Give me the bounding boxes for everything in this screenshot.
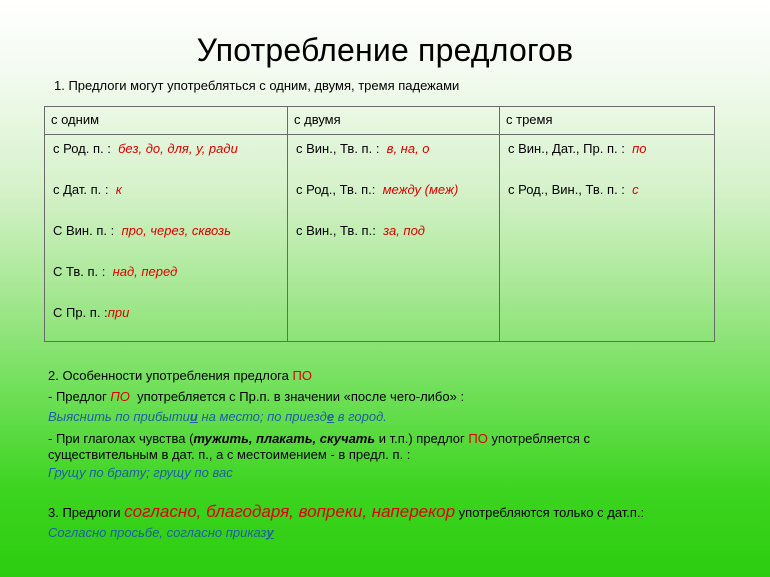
column-three-cases [500,135,715,342]
table-body-row [45,135,715,342]
page-title: Употребление предлогов [196,32,574,68]
section2-rule2-cont: существительным в дат. п., а с местоимением - в предл. п. : [48,447,411,462]
list-item: с Род., Тв. п.: между (меж) [296,182,459,197]
list-item: с Вин., Тв. п.: за, под [296,223,425,238]
list-item: С Вин. п. : про, через, сквозь [53,223,231,238]
section2-example1: Выяснить по прибытии на место; по приезде в город. [48,409,387,424]
section3-example: Согласно просьбе, согласно приказу [48,525,274,540]
list-item: с Род. п. : без, до, для, у, ради [53,141,238,156]
list-item: с Вин., Тв. п. : в, на, о [296,141,430,156]
column-two-cases [288,135,500,342]
header-one-case: с одним [45,107,288,135]
section3-rule: 3. Предлоги согласно, благодаря, вопреки, наперекор употребляются только с дат.п.: [48,502,645,521]
section2-example2: Грущу по брату; грущу по вас [48,465,233,480]
table-header-row [45,107,715,135]
subtitle: 1. Предлоги могут употребляться с одним, двумя, тремя падежами [54,78,460,93]
list-item: с Вин., Дат., Пр. п. : по [508,141,647,156]
list-item: С Тв. п. : над, перед [53,264,178,279]
list-item: С Пр. п. :при [53,305,130,320]
list-item: с Дат. п. : к [53,182,122,197]
header-two-cases: с двумя [288,107,500,135]
header-three-cases: с тремя [500,107,715,135]
section2-rule2: - При глаголах чувства (тужить, плакать, скучать и т.п.) предлог ПО употребляется с [48,431,591,446]
section2-heading: 2. Особенности употребления предлога ПО [48,368,312,383]
section2-rule1: - Предлог ПО употребляется с Пр.п. в значении «после чего-либо» : [48,389,465,404]
prepositions-table [44,106,715,342]
column-one-case [45,135,288,342]
list-item: с Род., Вин., Тв. п. : с [508,182,639,197]
